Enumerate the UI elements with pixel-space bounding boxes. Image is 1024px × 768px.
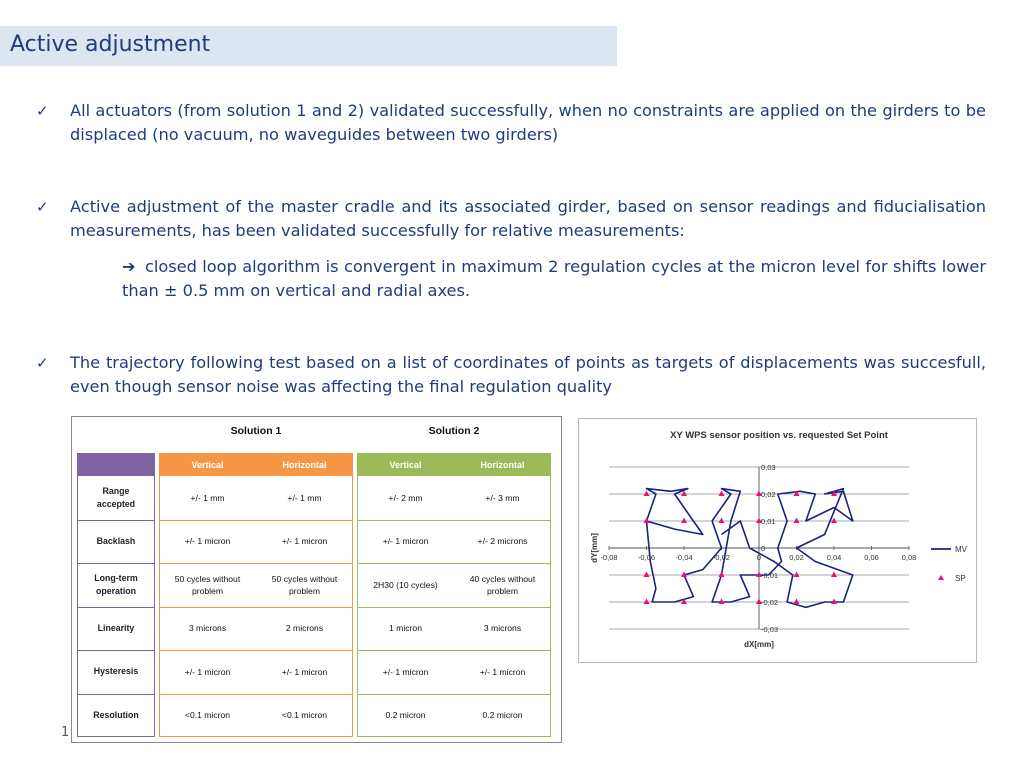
x-tick-label: -0,02 xyxy=(712,553,731,562)
table-cell: 3 microns xyxy=(483,623,522,634)
x-tick-label: 0,06 xyxy=(864,553,879,562)
x-tick-label: 0,04 xyxy=(826,553,842,562)
x-tick-label: 0,02 xyxy=(789,553,804,562)
sp-point xyxy=(644,518,650,524)
x-tick-label: -0,06 xyxy=(637,553,656,562)
x-tick-label: -0,04 xyxy=(675,553,693,562)
sub-bullet-text: closed loop algorithm is convergent in maximum 2 regulation cycles at the micron level for shifts lower than ± 0.5 mm on vertical and radial axes. xyxy=(122,257,986,300)
row-label: Long-term operation xyxy=(94,572,138,596)
row-label: Resolution xyxy=(93,709,139,720)
table-cell: 50 cycles without problem xyxy=(271,573,338,596)
table-cell: +/- 2 microns xyxy=(477,536,528,547)
table-cell: 3 microns xyxy=(188,623,227,634)
x-tick-label: 0,08 xyxy=(901,553,917,562)
y-tick-label: 0 xyxy=(761,544,766,553)
table-cell: +/- 2 mm xyxy=(388,492,423,503)
solution-1-horizontal-header: Horizontal xyxy=(256,453,353,476)
bullet-text: All actuators (from solution 1 and 2) validated successfully, when no constraints are applied on the girders to be displaced (no vacuum, no waveguides between two girders) xyxy=(70,101,986,144)
sub-bullet xyxy=(122,255,986,303)
table-cell: 2 microns xyxy=(285,623,324,634)
row-label: Linearity xyxy=(97,622,135,633)
x-tick-label: 0 xyxy=(756,553,762,562)
row-label: Hysteresis xyxy=(93,666,139,677)
sp-point xyxy=(831,572,837,578)
checkmark-icon: ✓ xyxy=(36,198,49,216)
chart-svg xyxy=(579,419,976,662)
table-cell: +/- 1 mm xyxy=(190,492,225,503)
x-axis-label: dX[mm] xyxy=(744,640,774,649)
solution-2-horizontal-header: Horizontal xyxy=(454,453,551,476)
legend-sp-swatch xyxy=(938,575,944,580)
sp-point xyxy=(794,518,800,524)
table-cell: +/- 1 micron xyxy=(281,536,328,547)
y-tick-label: 0,03 xyxy=(761,463,776,472)
page-number: 1 xyxy=(61,725,70,740)
table-grid xyxy=(72,417,561,742)
bullet-item xyxy=(36,351,986,399)
solution-2-header: Solution 2 xyxy=(428,425,480,437)
bullet-text: The trajectory following test based on a list of coordinates of points as targets of displacements was succesfull, even though sensor noise was affecting the final regulation quality xyxy=(70,353,986,396)
bullet-item xyxy=(36,195,986,303)
solution-1-vertical-header: Vertical xyxy=(159,453,256,476)
title-bar xyxy=(0,26,617,66)
row-label: Range accepted xyxy=(96,485,136,509)
bullet-item xyxy=(36,99,986,147)
table-cell: 40 cycles without problem xyxy=(469,573,536,596)
checkmark-icon: ✓ xyxy=(36,354,49,372)
sp-point xyxy=(794,599,800,605)
sp-point xyxy=(719,518,725,524)
y-axis-label: dY[mm] xyxy=(590,533,599,563)
y-tick-label: 0,01 xyxy=(761,517,776,526)
table-cell: +/- 1 micron xyxy=(382,536,429,547)
bullet-text: Active adjustment of the master cradle and its associated girder, based on sensor readings and fiducialisation measurements, has been validated successfully for relative measurements: xyxy=(70,197,986,240)
table-cell: +/- 1 micron xyxy=(382,666,429,677)
y-tick-label: 0,02 xyxy=(761,490,776,499)
slide-title: Active adjustment xyxy=(10,32,211,57)
y-tick-label: -0,01 xyxy=(761,571,779,580)
table-cell: 0.2 micron xyxy=(482,710,523,721)
sp-point xyxy=(794,572,800,578)
label-header xyxy=(77,453,155,476)
comparison-table xyxy=(71,416,562,743)
bullet-list xyxy=(36,99,986,399)
y-tick-label: -0,03 xyxy=(761,625,779,634)
table-cell: 50 cycles without problem xyxy=(174,573,241,596)
table-cell: +/- 1 micron xyxy=(281,666,328,677)
sp-point xyxy=(644,599,650,605)
xy-chart xyxy=(578,418,977,663)
sp-point xyxy=(644,572,650,578)
table-cell: 1 micron xyxy=(389,623,422,634)
table-cell: +/- 3 mm xyxy=(485,492,520,503)
sp-point xyxy=(719,572,725,578)
legend-mv-label: MV xyxy=(955,545,967,554)
table-cell: 0.2 micron xyxy=(385,710,426,721)
row-label: Backlash xyxy=(96,535,136,546)
solution-1-header: Solution 1 xyxy=(230,425,282,437)
legend-sp-label: SP xyxy=(955,574,966,583)
table-cell: +/- 1 mm xyxy=(287,492,322,503)
table-cell: <0.1 micron xyxy=(281,710,328,721)
chart-title: XY WPS sensor position vs. requested Set Point xyxy=(670,430,888,441)
table-cell: 2H30 (10 cycles) xyxy=(373,579,438,590)
sp-point xyxy=(719,491,725,497)
table-cell: +/- 1 micron xyxy=(184,666,231,677)
x-tick-label: -0,08 xyxy=(600,553,618,562)
table-cell: <0.1 micron xyxy=(184,710,231,721)
checkmark-icon: ✓ xyxy=(36,102,49,120)
table-cell: +/- 1 micron xyxy=(479,666,526,677)
sp-point xyxy=(644,491,650,497)
arrow-right-icon: ➔ xyxy=(122,257,136,276)
solution-2-vertical-header: Vertical xyxy=(357,453,454,476)
sp-point xyxy=(681,518,687,524)
y-tick-label: -0,02 xyxy=(761,598,779,607)
table-cell: +/- 1 micron xyxy=(184,536,231,547)
